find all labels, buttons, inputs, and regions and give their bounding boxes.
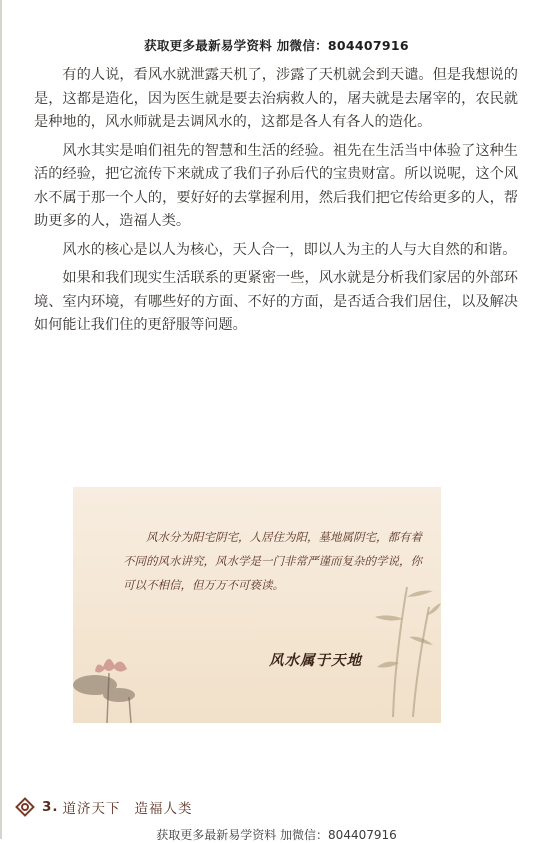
- page-footer: [14, 794, 193, 820]
- paragraph-1: 有的人说，看风水就泄露天机了，涉露了天机就会到天谴。但是我想说的是，这都是造化，因为医生就是要去治病救人的，屠夫就是去屠宰的，农民就是种地的，风水师就是去调风水的，这都是各人有各人的造化。: [34, 67, 518, 130]
- article-body: [34, 64, 518, 343]
- lotus-illustration: [73, 637, 183, 723]
- quote-card: [73, 487, 441, 723]
- section-label-left: 道济天下: [62, 801, 121, 817]
- header-ad-text: 获取更多最新易学资料 加微信：804407916: [144, 38, 409, 53]
- quote-text: 风水分为阳宅阴宅，人居住为阳，墓地属阴宅，都有着不同的风水讲究，风水学是一门非常严谨而复杂的学说，你可以不相信，但万万不可亵读。: [123, 530, 422, 592]
- page-number: 3.: [42, 799, 59, 815]
- knot-ornament-icon: [14, 796, 36, 818]
- paragraph-2: 风水其实是咱们祖先的智慧和生活的经验。祖先在生活当中体验了这种生活的经验，把它流传下来就成了我们子孙后代的宝贵财富。所以说呢，这个风水不属于那一个人的，要好好的去掌握利用，然后我们把它传给更多的人，帮助更多的人，造福人类。: [34, 142, 518, 229]
- quote-title: 风水属于天地: [269, 652, 362, 669]
- footer-ad-text: 获取更多最新易学资料 加微信：804407916: [156, 828, 397, 842]
- section-label-right: 造福人类: [134, 801, 193, 817]
- paragraph-3: 风水的核心是以人为核心，天人合一，即以人为主的人与大自然的和谐。: [62, 241, 517, 258]
- paragraph-4: 如果和我们现实生活联系的更紧密一些，风水就是分析我们家居的外部环境、室内环境，有哪些好的方面、不好的方面，是否适合我们居住，以及解决如何能让我们住的更舒服等问题。: [34, 270, 518, 333]
